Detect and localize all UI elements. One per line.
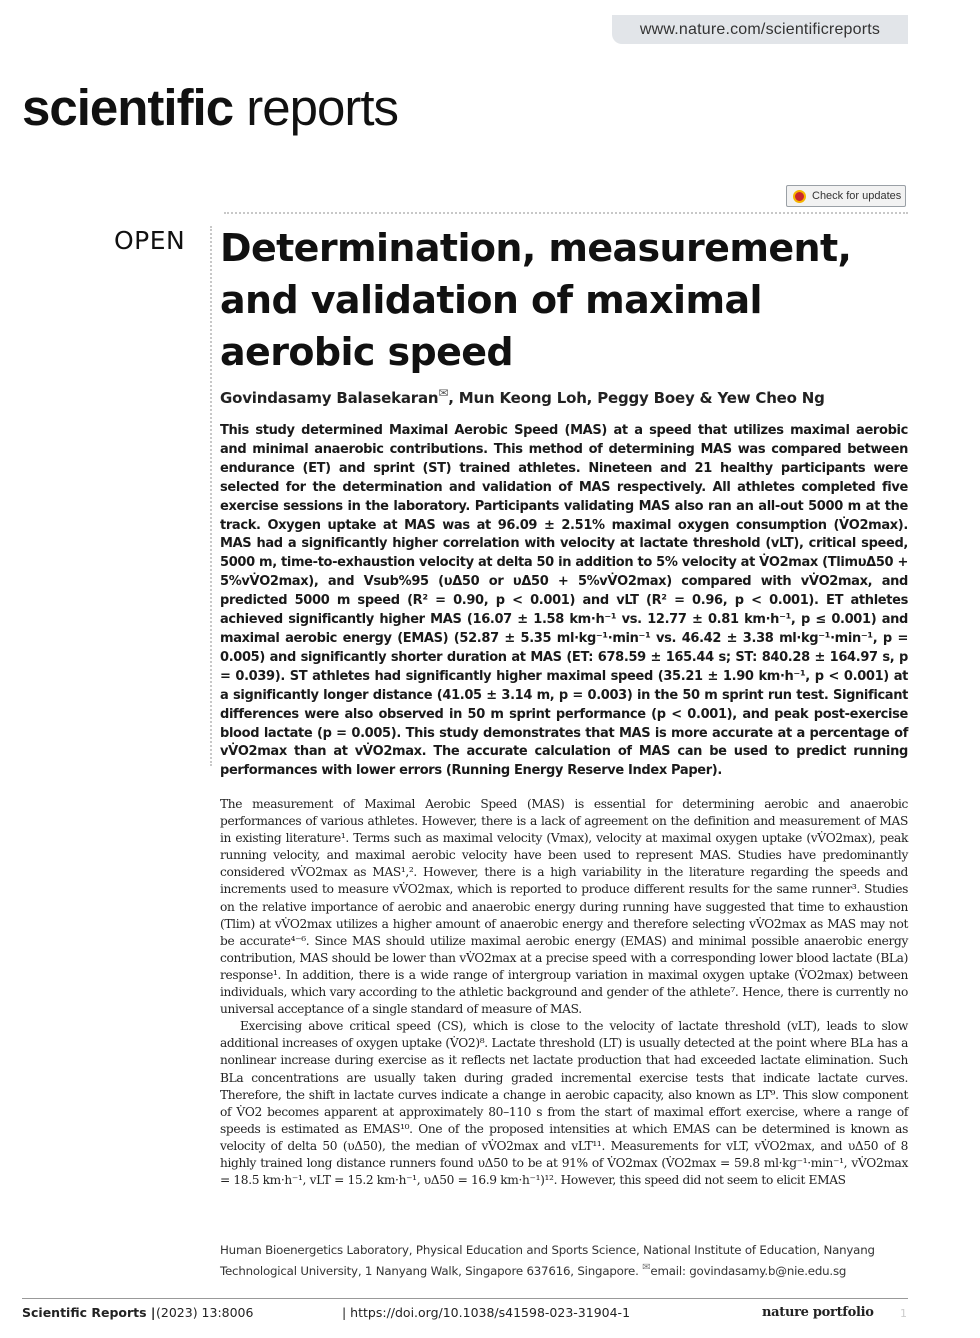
affiliation-text: Human Bioenergetics Laboratory, Physical Education and Sports Science, National Institute of Education, Nanyang Technological University, 1 Nanyang Walk, Singapore 637616, Singapore. <box>220 1243 875 1278</box>
body-paragraph-2: Exercising above critical speed (CS), which is close to the velocity of lactate threshold (vLT), leads to slow additional increases of oxygen uptake (V̇O2)⁸. Lactate threshold (LT) is usually detected at the point where BLa has a nonlinear increase during exercise as it reflects net lactate production that had exceeded lactate elimination. Such BLa concentrations are usually taken during graded incremental exercise tests that indicate lactate curves. Therefore, the shift in lactate curves indicate a change in aerobic capacity, also known as LT⁹. This slow component of V̇O2 becomes apparent at approximately 80–110 s from the start of maximal effort exercise, where a range of speeds is estimated as EMAS¹⁰. One of the proposed intensities at which EMAS can be determined is known as velocity of delta 50 (υΔ50), the median of vV̇O2max and vLT¹¹. Measurements for vLT, vV̇O2max, and υΔ50 of 8 highly trained long distance runners found υΔ50 to be at 91% of V̇O2max (V̇O2max = 59.8 ml·kg⁻¹·min⁻¹, vV̇O2max = 18.5 km·h⁻¹, vLT = 15.2 km·h⁻¹, υΔ50 = 16.9 km·h⁻¹)¹². However, this speed did not seem to elicit EMAS <box>220 1019 908 1188</box>
footer-journal: Scientific Reports | <box>22 1305 156 1320</box>
logo-light-text: reports <box>233 79 398 136</box>
journal-url-tab[interactable] <box>612 15 908 44</box>
crossmark-icon <box>793 190 806 203</box>
footer-doi-link[interactable]: | https://doi.org/10.1038/s41598-023-31904-1 <box>342 1305 631 1320</box>
margin-divider <box>210 226 212 766</box>
footer-volume: (2023) 13:8006 <box>156 1305 254 1320</box>
mail-icon[interactable]: ✉ <box>438 386 449 400</box>
journal-logo <box>22 78 398 137</box>
check-for-updates-button[interactable] <box>786 185 906 207</box>
title-divider <box>224 212 908 214</box>
nature-portfolio-logo: nature portfolio <box>762 1305 874 1320</box>
journal-url[interactable]: www.nature.com/scientificreports <box>639 20 881 38</box>
footer-divider <box>22 1298 908 1299</box>
article-title: Determination, measurement, and validation of maximal aerobic speed <box>220 226 852 374</box>
email-icon: ✉ <box>642 1262 651 1273</box>
logo-bold-text: scientific <box>22 79 234 136</box>
page-number: 1 <box>900 1307 907 1320</box>
check-for-updates-label: Check for updates <box>812 190 902 202</box>
abstract: This study determined Maximal Aerobic Speed (MAS) at a speed that utilizes maximal aerobic and minimal anaerobic contributions. This method of determining MAS was compared between endurance (ET) and sprint (ST) trained athletes. Nineteen and 21 healthy participants were selected for the determination and validation of MAS respectively. All athletes completed five exercise sessions in the laboratory. Participants validating MAS also ran an all-out 5000 m at the track. Oxygen uptake at MAS was at 96.09 ± 2.51% maximal oxygen consumption (V̇O2max). MAS had a significantly higher correlation with velocity at lactate threshold (vLT), critical speed, 5000 m, time-to-exhaustion velocity at delta 50 in addition to 5% velocity at V̇O2max (TlimυΔ50 + 5%vV̇O2max), and Vsub%95 (υΔ50 or υΔ50 + 5%vV̇O2max) compared with vV̇O2max, and predicted 5000 m speed (R² = 0.90, p < 0.001) and vLT (R² = 0.96, p < 0.001). ET athletes achieved significantly higher MAS (16.07 ± 1.58 km·h⁻¹ vs. 12.77 ± 0.81 km·h⁻¹, p ≤ 0.001) and maximal aerobic energy (EMAS) (52.87 ± 5.35 ml·kg⁻¹·min⁻¹ vs. 46.42 ± 3.38 ml·kg⁻¹·min⁻¹, p = 0.005) and significantly shorter duration at MAS (ET: 678.59 ± 165.44 s; ST: 840.28 ± 164.97 s, p = 0.039). ST athletes had significantly higher maximal speed (35.21 ± 1.90 km·h⁻¹, p < 0.001) at a significantly longer distance (41.05 ± 3.14 m, p = 0.003) in the 50 m sprint run test. Significant differences were also observed in 50 m sprint performance (p < 0.001), and peak post-exercise blood lactate (p = 0.005). This study demonstrates that MAS is more accurate at a percentage of vV̇O2max than at vV̇O2max. The accurate calculation of MAS can be used to predict running performances with lower errors (Running Energy Reserve Index Paper). <box>220 423 908 779</box>
email-link[interactable]: email: govindasamy.b@nie.edu.sg <box>650 1263 847 1278</box>
other-authors: , Mun Keong Loh, Peggy Boey & Yew Cheo Ng <box>448 389 825 407</box>
body-paragraph-1: The measurement of Maximal Aerobic Speed (MAS) is essential for determining aerobic and anaerobic performances of various athletes. However, there is a lack of agreement on the definition and measurement of MAS in existing literature¹. Terms such as maximal velocity (Vmax), velocity at maximal oxygen uptake (vV̇O2max), peak running velocity, and maximal aerobic velocity have been used to represent MAS. Studies have predominantly considered vV̇O2max as MAS¹,². However, there is a high variability in the literature regarding the speeds and increments used to measure vV̇O2max, which is reported to produce different results for the same runner³. Studies on the relative importance of aerobic and anaerobic energy during running have suggested that time to exhaustion (Tlim) at vV̇O2max utilizes a higher amount of anaerobic energy and therefore selecting vV̇O2max as MAS may not be accurate⁴⁻⁶. Since MAS should utilize maximal aerobic energy (EMAS) and minimal possible anaerobic energy contribution, MAS should be lower than vV̇O2max at a precise speed with a corresponding lower blood lactate (BLa) response¹. In addition, there is a wide range of intergroup variation in maximal oxygen uptake (V̇O2max) between individuals, which vary according to the athletic background and gender of the athlete⁷. Hence, there is currently no universal acceptance of a single standard of measure of MAS. <box>220 797 908 1017</box>
author-list <box>220 386 910 407</box>
article-body <box>220 796 908 1189</box>
affiliation <box>220 1242 910 1280</box>
open-access-label: OPEN <box>114 226 186 255</box>
corresponding-author[interactable]: Govindasamy Balasekaran <box>220 389 439 407</box>
